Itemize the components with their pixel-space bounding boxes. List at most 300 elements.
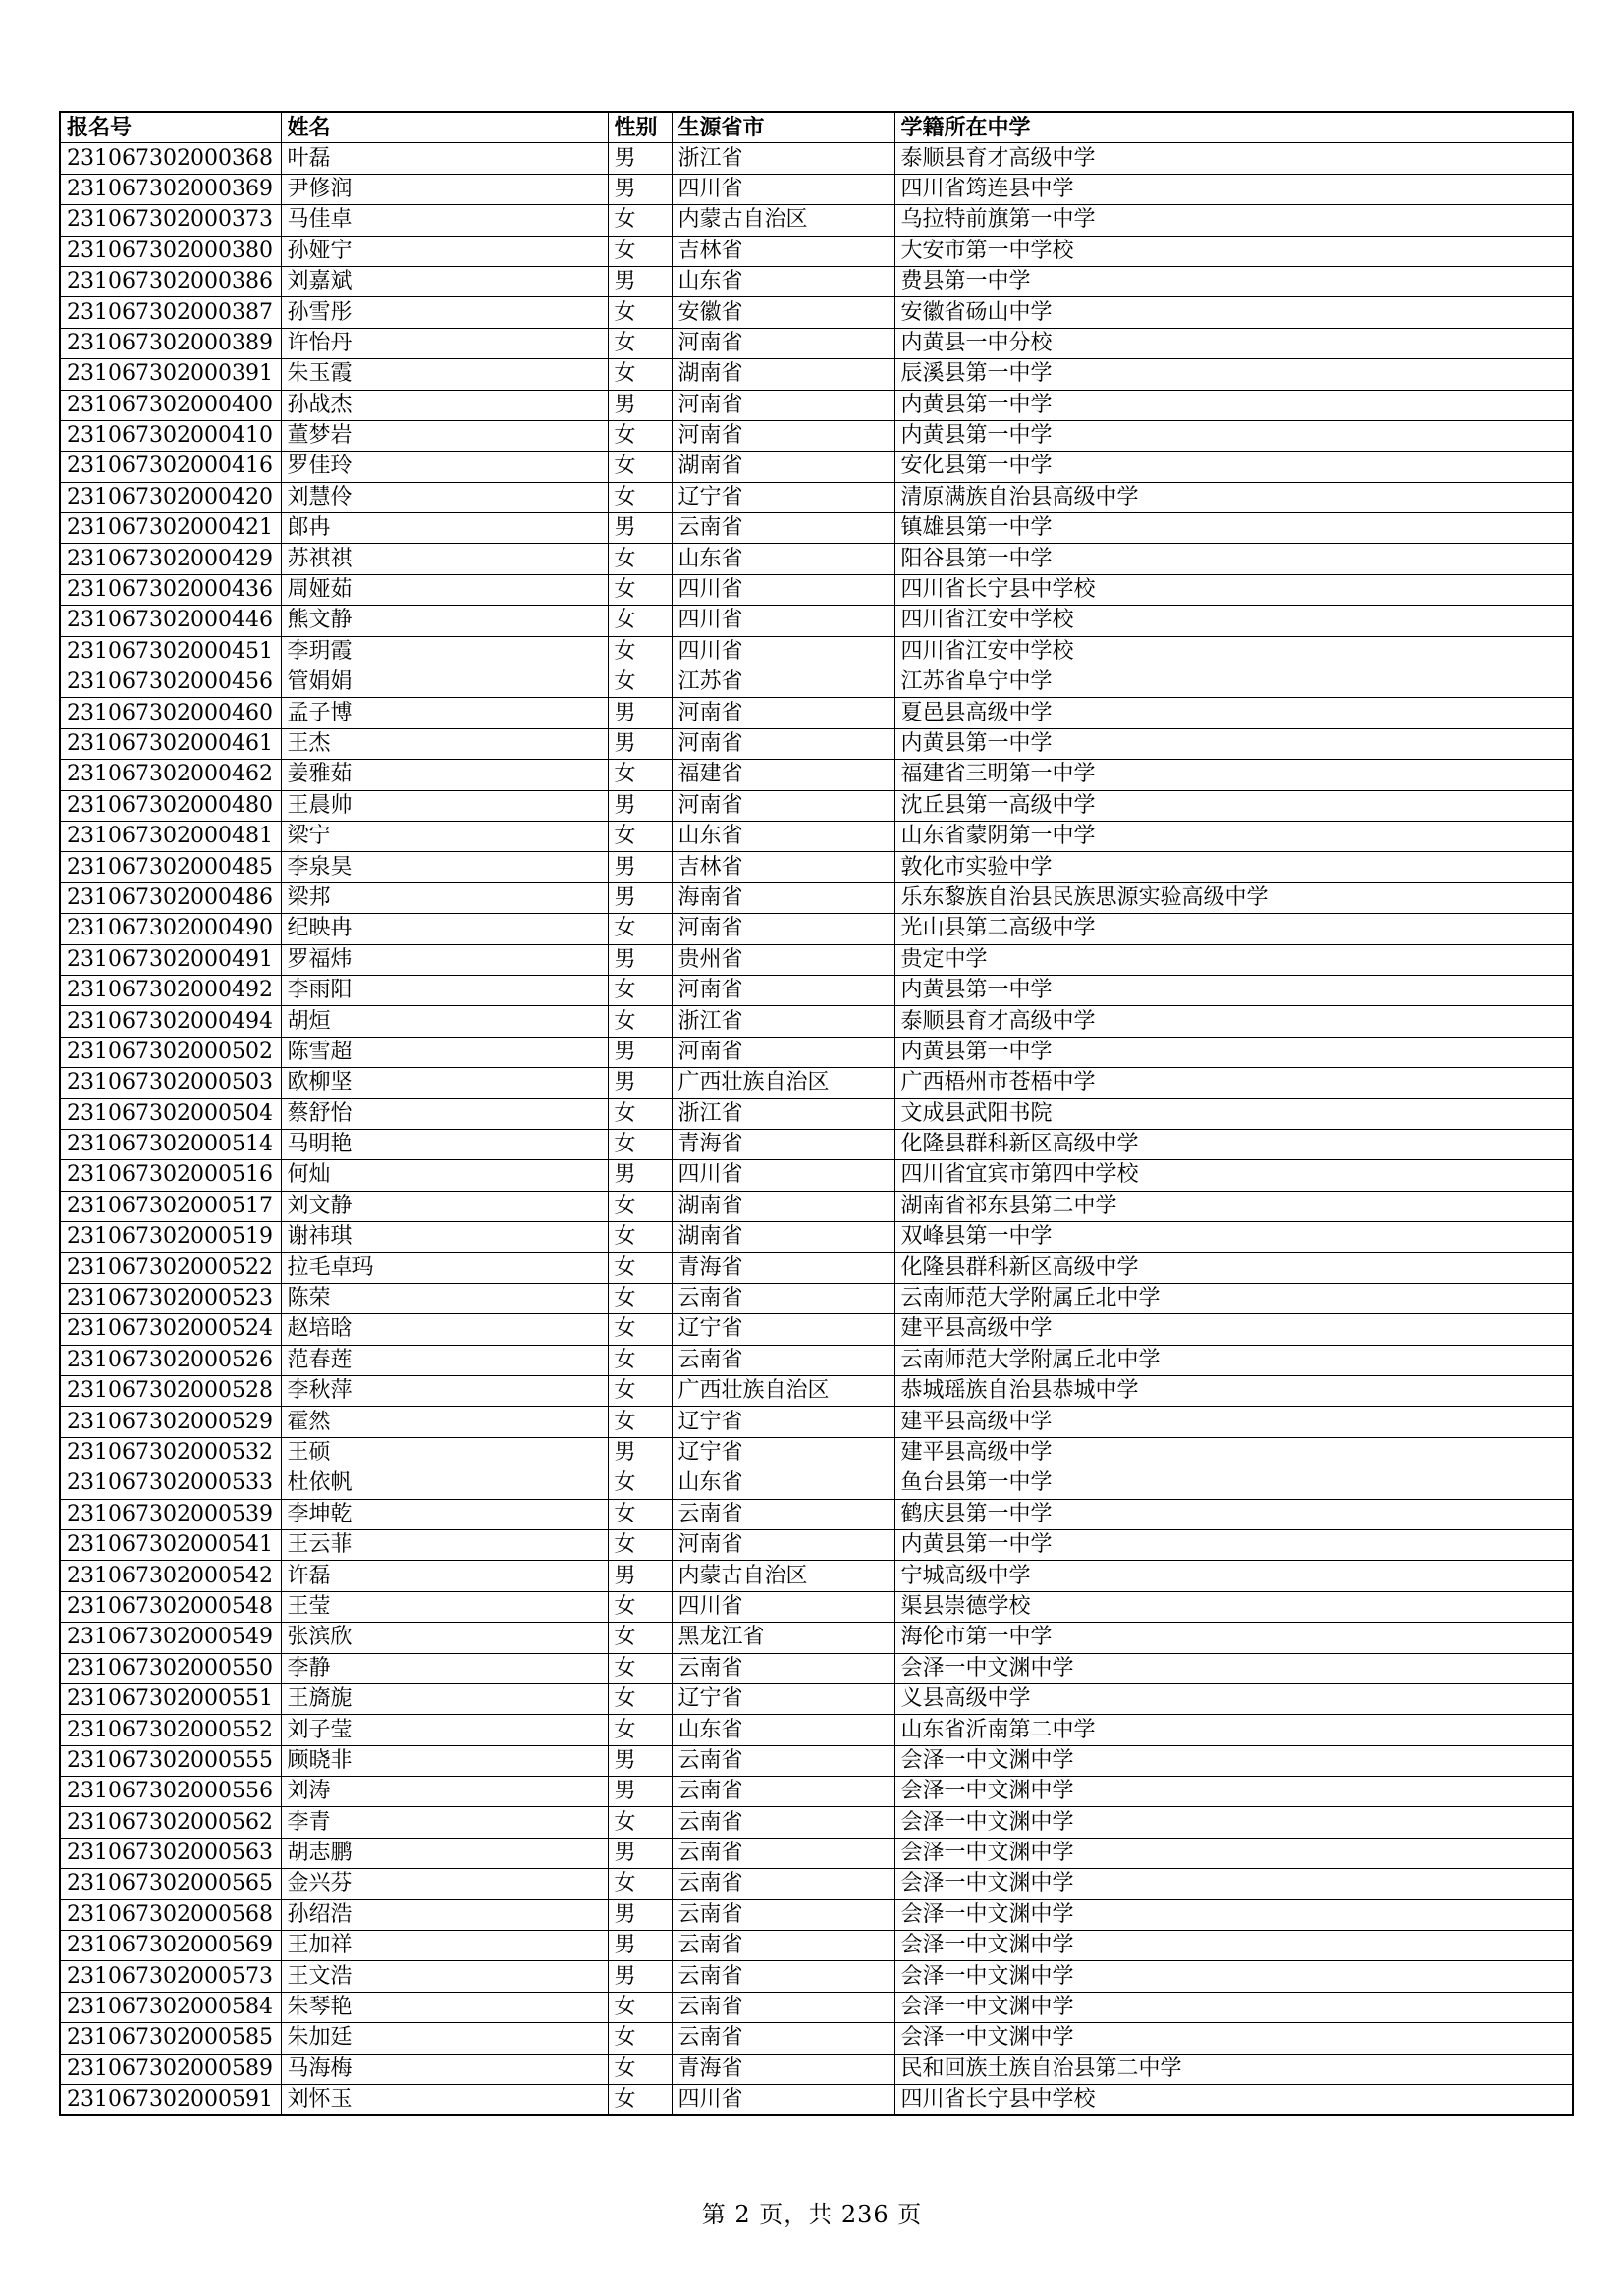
cell-high-school: 贵定中学 xyxy=(894,944,1573,975)
cell-registration-number: 231067302000400 xyxy=(60,390,281,420)
cell-registration-number: 231067302000486 xyxy=(60,882,281,913)
table-row xyxy=(60,1314,1573,1345)
cell-gender: 男 xyxy=(608,1777,672,1807)
cell-registration-number: 231067302000420 xyxy=(60,482,281,512)
table-row xyxy=(60,667,1573,698)
cell-registration-number: 231067302000416 xyxy=(60,452,281,482)
cell-name: 蔡舒怡 xyxy=(281,1098,608,1129)
table-row xyxy=(60,1191,1573,1221)
cell-registration-number: 231067302000532 xyxy=(60,1437,281,1468)
cell-high-school: 会泽一中文渊中学 xyxy=(894,1961,1573,1992)
cell-high-school: 会泽一中文渊中学 xyxy=(894,1777,1573,1807)
cell-gender: 男 xyxy=(608,1068,672,1098)
cell-gender: 女 xyxy=(608,1992,672,2022)
cell-name: 王杰 xyxy=(281,728,608,759)
cell-name: 霍然 xyxy=(281,1407,608,1437)
cell-gender: 男 xyxy=(608,513,672,544)
cell-origin-province: 内蒙古自治区 xyxy=(672,1561,894,1591)
cell-origin-province: 河南省 xyxy=(672,975,894,1005)
cell-origin-province: 浙江省 xyxy=(672,143,894,174)
cell-origin-province: 四川省 xyxy=(672,636,894,667)
cell-name: 罗福炜 xyxy=(281,944,608,975)
cell-name: 刘子莹 xyxy=(281,1715,608,1745)
cell-gender: 女 xyxy=(608,1653,672,1683)
cell-registration-number: 231067302000556 xyxy=(60,1777,281,1807)
table-row xyxy=(60,2054,1573,2084)
cell-name: 梁邦 xyxy=(281,882,608,913)
cell-registration-number: 231067302000494 xyxy=(60,1006,281,1037)
cell-registration-number: 231067302000386 xyxy=(60,266,281,296)
cell-origin-province: 辽宁省 xyxy=(672,482,894,512)
cell-high-school: 山东省蒙阴第一中学 xyxy=(894,821,1573,851)
table-row xyxy=(60,143,1573,174)
cell-gender: 女 xyxy=(608,1222,672,1253)
cell-origin-province: 四川省 xyxy=(672,606,894,636)
table-row xyxy=(60,2023,1573,2054)
table-row xyxy=(60,1006,1573,1037)
table-row xyxy=(60,1653,1573,1683)
header-origin-province: 生源省市 xyxy=(672,112,894,143)
cell-registration-number: 231067302000522 xyxy=(60,1253,281,1283)
cell-registration-number: 231067302000555 xyxy=(60,1745,281,1776)
cell-registration-number: 231067302000516 xyxy=(60,1160,281,1191)
cell-high-school: 鱼台县第一中学 xyxy=(894,1468,1573,1499)
table-row xyxy=(60,328,1573,358)
cell-high-school: 大安市第一中学校 xyxy=(894,236,1573,266)
cell-registration-number: 231067302000573 xyxy=(60,1961,281,1992)
cell-registration-number: 231067302000519 xyxy=(60,1222,281,1253)
table-row xyxy=(60,1777,1573,1807)
cell-gender: 女 xyxy=(608,1129,672,1159)
cell-registration-number: 231067302000541 xyxy=(60,1529,281,1560)
cell-origin-province: 青海省 xyxy=(672,1253,894,1283)
cell-name: 杜依帆 xyxy=(281,1468,608,1499)
cell-origin-province: 河南省 xyxy=(672,1037,894,1067)
cell-origin-province: 山东省 xyxy=(672,266,894,296)
cell-gender: 男 xyxy=(608,1745,672,1776)
cell-name: 许怡丹 xyxy=(281,328,608,358)
table-row xyxy=(60,1715,1573,1745)
cell-origin-province: 云南省 xyxy=(672,1961,894,1992)
cell-high-school: 会泽一中文渊中学 xyxy=(894,2023,1573,2054)
cell-origin-province: 四川省 xyxy=(672,574,894,605)
cell-name: 孟子博 xyxy=(281,698,608,728)
cell-gender: 男 xyxy=(608,174,672,204)
cell-origin-province: 湖南省 xyxy=(672,1222,894,1253)
cell-gender: 女 xyxy=(608,1098,672,1129)
table-row xyxy=(60,1468,1573,1499)
cell-origin-province: 浙江省 xyxy=(672,1006,894,1037)
cell-registration-number: 231067302000380 xyxy=(60,236,281,266)
table-row xyxy=(60,821,1573,851)
cell-high-school: 泰顺县育才高级中学 xyxy=(894,1006,1573,1037)
cell-name: 李秋萍 xyxy=(281,1376,608,1407)
cell-registration-number: 231067302000585 xyxy=(60,2023,281,2054)
table-row xyxy=(60,1807,1573,1838)
table-row xyxy=(60,544,1573,574)
cell-high-school: 四川省筠连县中学 xyxy=(894,174,1573,204)
cell-high-school: 会泽一中文渊中学 xyxy=(894,1931,1573,1961)
cell-name: 苏祺祺 xyxy=(281,544,608,574)
cell-origin-province: 云南省 xyxy=(672,2023,894,2054)
student-roster-table xyxy=(59,111,1574,2116)
cell-origin-province: 辽宁省 xyxy=(672,1407,894,1437)
cell-registration-number: 231067302000569 xyxy=(60,1931,281,1961)
cell-gender: 女 xyxy=(608,2054,672,2084)
cell-origin-province: 海南省 xyxy=(672,882,894,913)
cell-origin-province: 云南省 xyxy=(672,513,894,544)
cell-high-school: 化隆县群科新区高级中学 xyxy=(894,1253,1573,1283)
cell-name: 李玥霞 xyxy=(281,636,608,667)
cell-gender: 女 xyxy=(608,1869,672,1899)
cell-registration-number: 231067302000589 xyxy=(60,2054,281,2084)
table-row xyxy=(60,1745,1573,1776)
cell-high-school: 四川省宜宾市第四中学校 xyxy=(894,1160,1573,1191)
cell-name: 刘怀玉 xyxy=(281,2085,608,2116)
cell-origin-province: 黑龙江省 xyxy=(672,1623,894,1653)
cell-high-school: 宁城高级中学 xyxy=(894,1561,1573,1591)
cell-gender: 女 xyxy=(608,975,672,1005)
cell-name: 何灿 xyxy=(281,1160,608,1191)
cell-name: 刘涛 xyxy=(281,1777,608,1807)
cell-gender: 女 xyxy=(608,1468,672,1499)
table-row xyxy=(60,1037,1573,1067)
cell-name: 刘文静 xyxy=(281,1191,608,1221)
table-header-row xyxy=(60,112,1573,143)
cell-name: 王文浩 xyxy=(281,1961,608,1992)
table-row xyxy=(60,1283,1573,1313)
cell-name: 周娅茹 xyxy=(281,574,608,605)
cell-high-school: 辰溪县第一中学 xyxy=(894,359,1573,390)
cell-origin-province: 湖南省 xyxy=(672,359,894,390)
cell-high-school: 会泽一中文渊中学 xyxy=(894,1653,1573,1683)
cell-name: 李雨阳 xyxy=(281,975,608,1005)
cell-origin-province: 湖南省 xyxy=(672,1191,894,1221)
cell-gender: 女 xyxy=(608,297,672,328)
cell-name: 王莹 xyxy=(281,1591,608,1622)
table-row xyxy=(60,1561,1573,1591)
cell-name: 王硕 xyxy=(281,1437,608,1468)
cell-gender: 男 xyxy=(608,944,672,975)
cell-origin-province: 吉林省 xyxy=(672,236,894,266)
cell-high-school: 清原满族自治县高级中学 xyxy=(894,482,1573,512)
cell-gender: 男 xyxy=(608,852,672,882)
cell-origin-province: 浙江省 xyxy=(672,1098,894,1129)
cell-high-school: 乐东黎族自治县民族思源实验高级中学 xyxy=(894,882,1573,913)
cell-gender: 男 xyxy=(608,790,672,821)
cell-origin-province: 福建省 xyxy=(672,760,894,790)
cell-gender: 男 xyxy=(608,882,672,913)
cell-gender: 男 xyxy=(608,1961,672,1992)
cell-name: 李泉昊 xyxy=(281,852,608,882)
table-row xyxy=(60,1623,1573,1653)
cell-origin-province: 辽宁省 xyxy=(672,1437,894,1468)
cell-gender: 女 xyxy=(608,1376,672,1407)
cell-high-school: 内黄县第一中学 xyxy=(894,728,1573,759)
cell-origin-province: 山东省 xyxy=(672,1715,894,1745)
table-row xyxy=(60,1068,1573,1098)
cell-origin-province: 云南省 xyxy=(672,1653,894,1683)
cell-high-school: 建平县高级中学 xyxy=(894,1407,1573,1437)
cell-origin-province: 吉林省 xyxy=(672,852,894,882)
cell-origin-province: 云南省 xyxy=(672,1807,894,1838)
cell-gender: 女 xyxy=(608,420,672,451)
cell-origin-province: 贵州省 xyxy=(672,944,894,975)
cell-origin-province: 四川省 xyxy=(672,2085,894,2116)
cell-gender: 男 xyxy=(608,1561,672,1591)
cell-registration-number: 231067302000461 xyxy=(60,728,281,759)
cell-registration-number: 231067302000539 xyxy=(60,1499,281,1529)
cell-gender: 女 xyxy=(608,482,672,512)
cell-gender: 女 xyxy=(608,359,672,390)
cell-gender: 男 xyxy=(608,1838,672,1868)
cell-gender: 女 xyxy=(608,760,672,790)
cell-name: 王加祥 xyxy=(281,1931,608,1961)
cell-registration-number: 231067302000492 xyxy=(60,975,281,1005)
cell-origin-province: 四川省 xyxy=(672,1591,894,1622)
cell-name: 朱玉霞 xyxy=(281,359,608,390)
cell-gender: 女 xyxy=(608,2085,672,2116)
cell-high-school: 内黄县第一中学 xyxy=(894,1037,1573,1067)
cell-gender: 男 xyxy=(608,1160,672,1191)
cell-gender: 女 xyxy=(608,1345,672,1375)
table-row xyxy=(60,266,1573,296)
cell-origin-province: 云南省 xyxy=(672,1283,894,1313)
table-row xyxy=(60,636,1573,667)
cell-high-school: 海伦市第一中学 xyxy=(894,1623,1573,1653)
cell-name: 胡烜 xyxy=(281,1006,608,1037)
header-name: 姓名 xyxy=(281,112,608,143)
cell-name: 李坤乾 xyxy=(281,1499,608,1529)
cell-gender: 男 xyxy=(608,390,672,420)
cell-high-school: 内黄县一中分校 xyxy=(894,328,1573,358)
cell-high-school: 文成县武阳书院 xyxy=(894,1098,1573,1129)
cell-registration-number: 231067302000436 xyxy=(60,574,281,605)
cell-gender: 男 xyxy=(608,1437,672,1468)
cell-gender: 女 xyxy=(608,636,672,667)
table-row xyxy=(60,1098,1573,1129)
cell-name: 王旖旎 xyxy=(281,1683,608,1714)
cell-gender: 女 xyxy=(608,821,672,851)
cell-gender: 女 xyxy=(608,1591,672,1622)
table-row xyxy=(60,420,1573,451)
cell-registration-number: 231067302000460 xyxy=(60,698,281,728)
cell-origin-province: 河南省 xyxy=(672,914,894,944)
table-row xyxy=(60,1253,1573,1283)
table-row xyxy=(60,174,1573,204)
cell-high-school: 化隆县群科新区高级中学 xyxy=(894,1129,1573,1159)
table-row xyxy=(60,852,1573,882)
cell-high-school: 安化县第一中学 xyxy=(894,452,1573,482)
table-row xyxy=(60,297,1573,328)
cell-high-school: 会泽一中文渊中学 xyxy=(894,1838,1573,1868)
cell-high-school: 四川省长宁县中学校 xyxy=(894,574,1573,605)
cell-name: 罗佳玲 xyxy=(281,452,608,482)
cell-origin-province: 云南省 xyxy=(672,1931,894,1961)
cell-origin-province: 云南省 xyxy=(672,1992,894,2022)
cell-registration-number: 231067302000542 xyxy=(60,1561,281,1591)
table-row xyxy=(60,205,1573,236)
cell-name: 陈荣 xyxy=(281,1283,608,1313)
cell-name: 刘嘉斌 xyxy=(281,266,608,296)
cell-gender: 女 xyxy=(608,1314,672,1345)
table-row xyxy=(60,882,1573,913)
cell-name: 朱琴艳 xyxy=(281,1992,608,2022)
cell-gender: 女 xyxy=(608,1529,672,1560)
cell-high-school: 双峰县第一中学 xyxy=(894,1222,1573,1253)
table-row xyxy=(60,1931,1573,1961)
cell-name: 谢祎琪 xyxy=(281,1222,608,1253)
cell-gender: 女 xyxy=(608,205,672,236)
cell-gender: 男 xyxy=(608,698,672,728)
cell-origin-province: 云南省 xyxy=(672,1499,894,1529)
table-row xyxy=(60,359,1573,390)
table-row xyxy=(60,728,1573,759)
table-row xyxy=(60,1683,1573,1714)
cell-name: 顾晓非 xyxy=(281,1745,608,1776)
cell-origin-province: 山东省 xyxy=(672,821,894,851)
header-gender: 性别 xyxy=(608,112,672,143)
cell-name: 陈雪超 xyxy=(281,1037,608,1067)
cell-high-school: 内黄县第一中学 xyxy=(894,1529,1573,1560)
cell-high-school: 敦化市实验中学 xyxy=(894,852,1573,882)
cell-registration-number: 231067302000491 xyxy=(60,944,281,975)
table-row xyxy=(60,944,1573,975)
cell-registration-number: 231067302000529 xyxy=(60,1407,281,1437)
cell-high-school: 民和回族土族自治县第二中学 xyxy=(894,2054,1573,2084)
cell-name: 孙绍浩 xyxy=(281,1899,608,1930)
cell-origin-province: 河南省 xyxy=(672,328,894,358)
cell-origin-province: 河南省 xyxy=(672,790,894,821)
cell-origin-province: 江苏省 xyxy=(672,667,894,698)
cell-gender: 女 xyxy=(608,606,672,636)
table-row xyxy=(60,236,1573,266)
cell-origin-province: 湖南省 xyxy=(672,452,894,482)
cell-high-school: 会泽一中文渊中学 xyxy=(894,1992,1573,2022)
cell-high-school: 湖南省祁东县第二中学 xyxy=(894,1191,1573,1221)
cell-high-school: 会泽一中文渊中学 xyxy=(894,1899,1573,1930)
cell-high-school: 安徽省砀山中学 xyxy=(894,297,1573,328)
cell-name: 马佳卓 xyxy=(281,205,608,236)
cell-high-school: 会泽一中文渊中学 xyxy=(894,1745,1573,1776)
cell-origin-province: 河南省 xyxy=(672,390,894,420)
cell-gender: 男 xyxy=(608,1931,672,1961)
cell-origin-province: 河南省 xyxy=(672,1529,894,1560)
cell-registration-number: 231067302000563 xyxy=(60,1838,281,1868)
cell-high-school: 四川省江安中学校 xyxy=(894,606,1573,636)
cell-origin-province: 云南省 xyxy=(672,1838,894,1868)
cell-gender: 女 xyxy=(608,236,672,266)
cell-origin-province: 河南省 xyxy=(672,698,894,728)
cell-origin-province: 云南省 xyxy=(672,1869,894,1899)
cell-gender: 女 xyxy=(608,2023,672,2054)
cell-high-school: 费县第一中学 xyxy=(894,266,1573,296)
cell-name: 王晨帅 xyxy=(281,790,608,821)
table-row xyxy=(60,1376,1573,1407)
cell-registration-number: 231067302000514 xyxy=(60,1129,281,1159)
cell-name: 朱加廷 xyxy=(281,2023,608,2054)
cell-name: 董梦岩 xyxy=(281,420,608,451)
cell-origin-province: 青海省 xyxy=(672,2054,894,2084)
cell-gender: 女 xyxy=(608,914,672,944)
cell-origin-province: 云南省 xyxy=(672,1899,894,1930)
cell-origin-province: 安徽省 xyxy=(672,297,894,328)
cell-origin-province: 河南省 xyxy=(672,420,894,451)
table-row xyxy=(60,1992,1573,2022)
cell-high-school: 鹤庆县第一中学 xyxy=(894,1499,1573,1529)
cell-gender: 女 xyxy=(608,1283,672,1313)
cell-gender: 女 xyxy=(608,328,672,358)
table-row xyxy=(60,606,1573,636)
cell-origin-province: 山东省 xyxy=(672,544,894,574)
cell-high-school: 会泽一中文渊中学 xyxy=(894,1807,1573,1838)
cell-registration-number: 231067302000562 xyxy=(60,1807,281,1838)
cell-high-school: 光山县第二高级中学 xyxy=(894,914,1573,944)
table-row xyxy=(60,1961,1573,1992)
cell-registration-number: 231067302000533 xyxy=(60,1468,281,1499)
cell-high-school: 江苏省阜宁中学 xyxy=(894,667,1573,698)
cell-high-school: 福建省三明第一中学 xyxy=(894,760,1573,790)
cell-gender: 男 xyxy=(608,266,672,296)
cell-high-school: 会泽一中文渊中学 xyxy=(894,1869,1573,1899)
cell-origin-province: 广西壮族自治区 xyxy=(672,1068,894,1098)
cell-high-school: 夏邑县高级中学 xyxy=(894,698,1573,728)
cell-origin-province: 广西壮族自治区 xyxy=(672,1376,894,1407)
header-high-school: 学籍所在中学 xyxy=(894,112,1573,143)
cell-origin-province: 山东省 xyxy=(672,1468,894,1499)
cell-registration-number: 231067302000552 xyxy=(60,1715,281,1745)
cell-origin-province: 内蒙古自治区 xyxy=(672,205,894,236)
cell-name: 纪映冉 xyxy=(281,914,608,944)
cell-name: 范春莲 xyxy=(281,1345,608,1375)
cell-registration-number: 231067302000502 xyxy=(60,1037,281,1067)
cell-high-school: 四川省长宁县中学校 xyxy=(894,2085,1573,2116)
cell-high-school: 内黄县第一中学 xyxy=(894,975,1573,1005)
cell-registration-number: 231067302000451 xyxy=(60,636,281,667)
cell-registration-number: 231067302000504 xyxy=(60,1098,281,1129)
cell-name: 许磊 xyxy=(281,1561,608,1591)
cell-origin-province: 辽宁省 xyxy=(672,1314,894,1345)
cell-origin-province: 河南省 xyxy=(672,728,894,759)
cell-registration-number: 231067302000517 xyxy=(60,1191,281,1221)
cell-gender: 女 xyxy=(608,1006,672,1037)
table-row xyxy=(60,914,1573,944)
cell-registration-number: 231067302000551 xyxy=(60,1683,281,1714)
cell-name: 李静 xyxy=(281,1653,608,1683)
cell-gender: 女 xyxy=(608,1191,672,1221)
cell-origin-province: 云南省 xyxy=(672,1745,894,1776)
table-row xyxy=(60,390,1573,420)
cell-gender: 女 xyxy=(608,1499,672,1529)
cell-name: 叶磊 xyxy=(281,143,608,174)
cell-origin-province: 青海省 xyxy=(672,1129,894,1159)
cell-registration-number: 231067302000490 xyxy=(60,914,281,944)
cell-registration-number: 231067302000391 xyxy=(60,359,281,390)
cell-name: 管娟娟 xyxy=(281,667,608,698)
cell-high-school: 内黄县第一中学 xyxy=(894,390,1573,420)
cell-registration-number: 231067302000456 xyxy=(60,667,281,698)
cell-name: 李青 xyxy=(281,1807,608,1838)
cell-high-school: 四川省江安中学校 xyxy=(894,636,1573,667)
cell-registration-number: 231067302000485 xyxy=(60,852,281,882)
cell-gender: 女 xyxy=(608,1683,672,1714)
cell-high-school: 镇雄县第一中学 xyxy=(894,513,1573,544)
cell-high-school: 建平县高级中学 xyxy=(894,1437,1573,1468)
cell-gender: 女 xyxy=(608,1407,672,1437)
table-row xyxy=(60,1407,1573,1437)
cell-gender: 男 xyxy=(608,1899,672,1930)
cell-name: 梁宁 xyxy=(281,821,608,851)
